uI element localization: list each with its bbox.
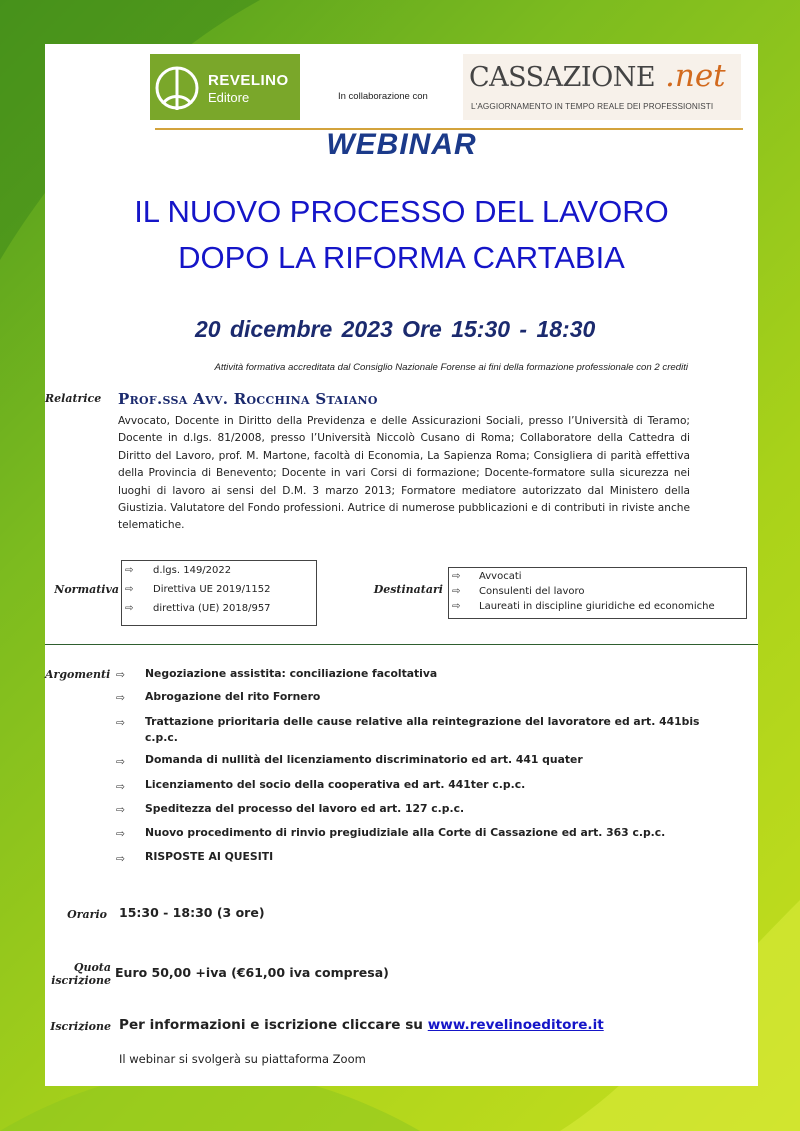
event-title-line1: IL NUOVO PROCESSO DEL LAVORO <box>134 194 669 229</box>
topic-item: Nuovo procedimento di rinvio pregiudiziale alla Corte di Cassazione ed art. 363 c.p.c. <box>145 826 666 839</box>
destinatari-item: Avvocati <box>479 571 522 582</box>
arrow-icon: ⇨ <box>116 717 125 729</box>
registration-link[interactable]: www.revelinoeditore.it <box>427 1017 604 1033</box>
topic-item: RISPOSTE AI QUESITI <box>145 850 274 863</box>
destinatari-label: Destinatari <box>373 583 443 596</box>
topic-item: Speditezza del processo del lavoro ed art. 127 c.p.c. <box>145 802 465 815</box>
event-title-line2: DOPO LA RIFORMA CARTABIA <box>178 240 625 275</box>
cassazione-name: CASSAZIONE <box>469 62 656 93</box>
accreditation-note <box>45 362 688 373</box>
arrow-icon: ⇨ <box>116 669 125 681</box>
topic-item: Negoziazione assistita: conciliazione facoltativa <box>145 667 438 680</box>
iscrizione-label: Iscrizione <box>50 1020 111 1033</box>
arrow-icon: ⇨ <box>116 853 125 865</box>
revelino-sub: Editore <box>208 90 250 105</box>
arrow-icon: ⇨ <box>116 692 125 704</box>
section-divider <box>45 644 758 645</box>
destinatari-item: Consulenti del lavoro <box>479 586 585 597</box>
platform-note: Il webinar si svolgerà su piattaforma Zoom <box>119 1052 366 1066</box>
registration-text: Per informazioni e iscrizione cliccare su <box>119 1017 428 1033</box>
arrow-icon: ⇨ <box>116 756 125 768</box>
topic-item: Trattazione prioritaria delle cause relative alla reintegrazione del lavoratore ed art. 441bis c.p.c. <box>145 715 700 744</box>
credits: 2 crediti <box>654 362 688 373</box>
normativa-box <box>121 560 317 626</box>
speaker-bio: Avvocato, Docente in Diritto della Previdenza e delle Assicurazioni Sociali, presso l’Università di Teramo; Docente in d.lgs. 81/2008, presso l’Università Niccolò Cusano di Roma; Collaboratore della Cattedra di Diritto del Lavoro, prof. M. Martone, facoltà di Economia, La Sapienza Roma; Consigliera di parità effettiva della Provincia di Benevento; Docente in vari Corsi di formazione; Docente-formatore sulla sicurezza nei luoghi di lavoro ai sensi del D.M. 3 marzo 2013; Formatore mediatore autorizzato dal Ministero della Giustizia. Valutatore del Fondo professioni. Autrice di numerose pubblicazioni e di contributi in riviste anche telematiche. <box>118 415 690 532</box>
revelino-name: REVELINO <box>208 72 289 89</box>
arrow-icon: ⇨ <box>452 601 461 612</box>
topic-item: Abrogazione del rito Fornero <box>145 690 321 703</box>
speaker-label: Relatrice <box>45 392 102 405</box>
topic-item: Domanda di nullità del licenziamento discriminatorio ed art. 441 quater <box>145 753 583 766</box>
cassazione-tagline: L'AGGIORNAMENTO IN TEMPO REALE DEI PROFESSIONISTI <box>471 102 714 111</box>
normativa-label: Normativa <box>54 583 119 596</box>
destinatari-item: Laureati in discipline giuridiche ed economiche <box>479 601 715 612</box>
arrow-icon: ⇨ <box>125 584 134 595</box>
normativa-item: d.lgs. 149/2022 <box>153 565 232 576</box>
revelino-logo <box>150 54 300 120</box>
arrow-icon: ⇨ <box>125 603 134 614</box>
speaker-name: Prof.ssa Avv. Rocchina Staiano <box>118 390 378 408</box>
flyer-page <box>45 44 758 1086</box>
arrow-icon: ⇨ <box>116 804 125 816</box>
quota-label-line1: Quota <box>73 961 111 974</box>
quota-label <box>45 961 111 987</box>
topic-item: Licenziamento del socio della cooperativa ed art. 441ter c.p.c. <box>145 778 526 791</box>
orario-label: Orario <box>67 908 107 921</box>
arrow-icon: ⇨ <box>125 565 134 576</box>
registration-info <box>119 1017 604 1033</box>
arrow-icon: ⇨ <box>116 828 125 840</box>
normativa-item: direttiva (UE) 2018/957 <box>153 603 271 614</box>
arrow-icon: ⇨ <box>116 781 125 793</box>
event-kind: WEBINAR <box>326 128 477 161</box>
cassazione-logo <box>463 54 741 120</box>
event-date: 20 dicembre 2023 Ore 15:30 - 18:30 <box>195 316 596 342</box>
quota-label-line2: iscrizione <box>51 974 111 987</box>
arrow-icon: ⇨ <box>452 586 461 597</box>
destinatari-box <box>448 567 747 619</box>
arrow-icon: ⇨ <box>452 571 461 582</box>
revelino-mark-icon <box>150 54 202 120</box>
argomenti-label: Argomenti <box>45 668 111 681</box>
cassazione-net: .net <box>665 58 726 94</box>
normativa-item: Direttiva UE 2019/1152 <box>153 584 271 595</box>
quota-value: Euro 50,00 +iva (€61,00 iva compresa) <box>115 965 389 980</box>
orario-value: 15:30 - 18:30 (3 ore) <box>119 905 265 920</box>
collaboration-text: In collaborazione con <box>338 91 428 102</box>
accreditation-text: Attività formativa accreditata dal Consiglio Nazionale Forense ai fini della formazione professionale con <box>214 362 655 373</box>
